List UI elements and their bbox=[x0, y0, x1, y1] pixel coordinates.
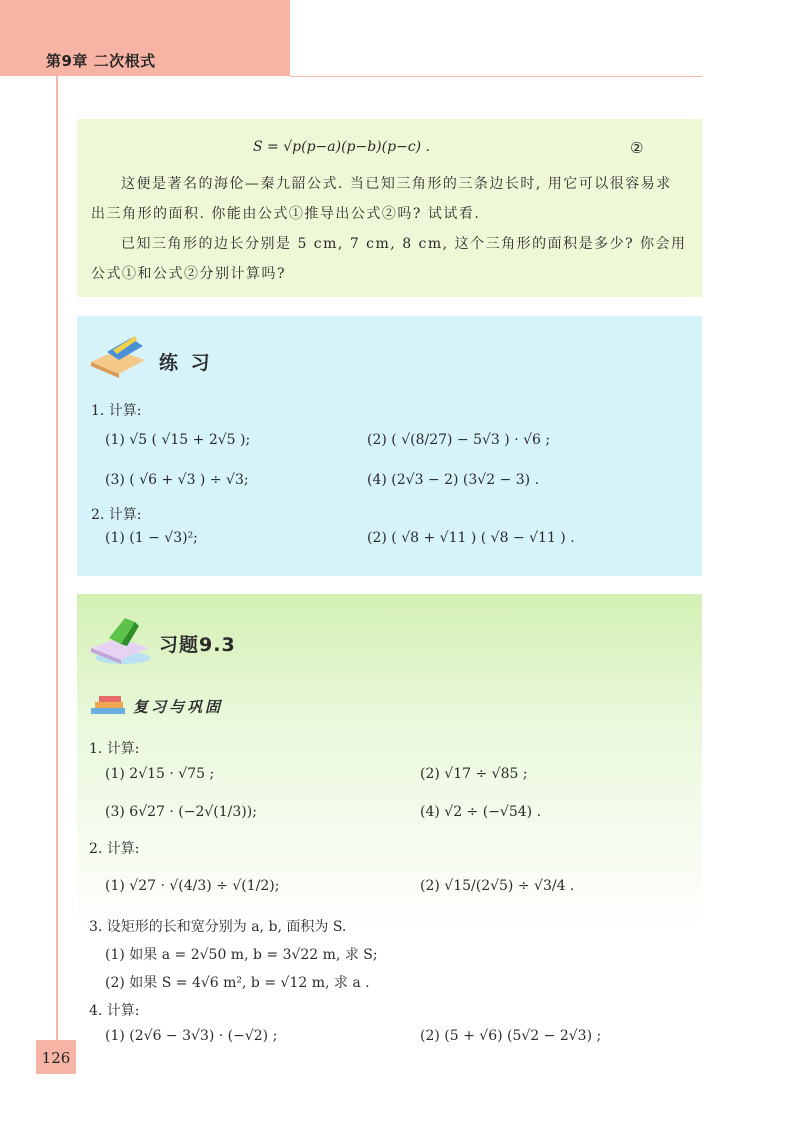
question-label: 2. 计算: bbox=[91, 507, 142, 523]
exercise-item: (3) ( √6 + √3 ) ÷ √3; bbox=[105, 472, 249, 488]
problem-set-panel bbox=[77, 594, 702, 1064]
header-rule bbox=[290, 76, 702, 77]
intro-line: 已知三角形的边长分别是 5 cm, 7 cm, 8 cm, 这个三角形的面积是多少? 你会用 bbox=[121, 236, 687, 252]
problem-set-title: 习题9.3 bbox=[159, 634, 236, 656]
exercise-title: 练 习 bbox=[159, 352, 213, 374]
question-label: 2. 计算: bbox=[89, 841, 140, 857]
intro-line: 这便是著名的海伦—秦九韶公式. 当已知三角形的三条边长时, 用它可以很容易求 bbox=[121, 176, 672, 192]
heron-formula-panel bbox=[77, 119, 702, 297]
exercise-item: (1) √5 ( √15 + 2√5 ); bbox=[105, 432, 251, 448]
page-number: 126 bbox=[36, 1040, 76, 1074]
problem-item: (3) 6√27 · (−2√(1/3)); bbox=[105, 804, 257, 820]
question-label: 1. 计算: bbox=[89, 741, 140, 757]
exercise-item: (2) ( √8 + √11 ) ( √8 − √11 ) . bbox=[367, 530, 575, 546]
book-icon bbox=[87, 332, 149, 378]
problem-item: (4) √2 ÷ (−√54) . bbox=[420, 804, 542, 820]
problem-item: (2) 如果 S = 4√6 m², b = √12 m, 求 a . bbox=[105, 975, 370, 991]
intro-line: 出三角形的面积. 你能由公式①推导出公式②吗? 试试看. bbox=[91, 206, 481, 222]
exercise-item: (1) (1 − √3)²; bbox=[105, 530, 198, 546]
question-label: 4. 计算: bbox=[89, 1003, 140, 1019]
problem-item: (1) 如果 a = 2√50 m, b = 3√22 m, 求 S; bbox=[105, 947, 378, 963]
exercise-item: (2) ( √(8/27) − 5√3 ) · √6 ; bbox=[367, 432, 551, 448]
problem-item: (2) √17 ÷ √85 ; bbox=[420, 766, 528, 782]
problem-item: (1) (2√6 − 3√3) · (−√2) ; bbox=[105, 1028, 278, 1044]
margin-line bbox=[56, 76, 58, 1056]
exercise-panel bbox=[77, 316, 702, 576]
intro-line: 公式①和公式②分别计算吗? bbox=[91, 266, 287, 282]
problem-item: (2) √15/(2√5) ÷ √3/4 . bbox=[420, 878, 575, 894]
heron-formula: S = √p(p−a)(p−b)(p−c) . bbox=[253, 139, 431, 155]
problem-item: (1) √27 · √(4/3) ÷ √(1/2); bbox=[105, 878, 280, 894]
formula-number: ② bbox=[630, 139, 644, 157]
problem-item: (1) 2√15 · √75 ; bbox=[105, 766, 215, 782]
books-icon bbox=[89, 694, 129, 718]
exercise-item: (4) (2√3 − 2) (3√2 − 3) . bbox=[367, 472, 540, 488]
question-label: 3. 设矩形的长和宽分别为 a, b, 面积为 S. bbox=[89, 919, 347, 935]
problem-item: (2) (5 + √6) (5√2 − 2√3) ; bbox=[420, 1028, 602, 1044]
book-icon bbox=[87, 610, 153, 666]
section-review: 复习与巩固 bbox=[133, 698, 224, 716]
question-label: 1. 计算: bbox=[91, 403, 142, 419]
chapter-title: 第9章 二次根式 bbox=[46, 52, 156, 70]
